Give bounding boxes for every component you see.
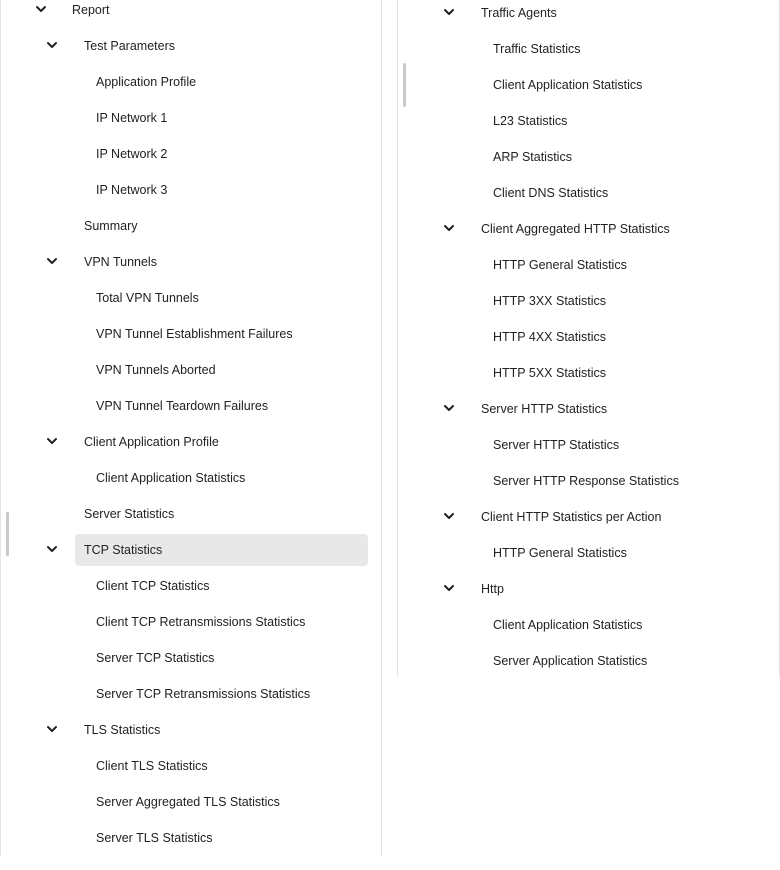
chevron-down-icon[interactable] [443,223,455,233]
tree-item-label: Total VPN Tunnels [96,291,199,305]
report-tree-scrollbar-thumb[interactable] [6,512,9,556]
tree-item-client-application-statistics[interactable] [1,460,381,496]
tree-item-server-tcp-retransmissions-statistics[interactable] [1,676,381,712]
tree-item-server-http-response-statistics[interactable] [398,463,779,499]
tree-item-server-http-statistics[interactable] [398,427,779,463]
tree-item-http-3xx-statistics[interactable] [398,283,779,319]
tree-item-arp-statistics[interactable] [398,139,779,175]
tree-item-label: Server HTTP Statistics [481,402,608,416]
tree-item-label: Server Aggregated TLS Statistics [96,795,280,809]
chevron-down-icon[interactable] [443,511,455,521]
tree-item-highlight [472,573,766,605]
tree-item-vpn-tunnel-establishment-failures[interactable] [1,316,381,352]
tree-item-label: Client TCP Statistics [96,579,210,593]
tree-item-label: IP Network 3 [96,183,168,197]
tree-item-label: IP Network 2 [96,147,168,161]
tree-item-http-4xx-statistics[interactable] [398,319,779,355]
tree-item-server-aggregated-tls-statistics[interactable] [1,784,381,820]
tree-item-label: HTTP 5XX Statistics [493,366,606,380]
tree-item-label: Traffic Statistics [493,42,581,56]
tree-item-client-tcp-statistics[interactable] [1,568,381,604]
tree-item-label: Application Profile [96,75,197,89]
tree-item-client-dns-statistics[interactable] [398,175,779,211]
chevron-down-icon[interactable] [46,724,58,734]
tree-item-label: Client DNS Statistics [493,186,609,200]
tree-item-tls-statistics[interactable] [1,712,381,748]
chevron-down-icon[interactable] [443,7,455,17]
tree-item-label: Server HTTP Statistics [493,438,620,452]
tree-item-ip-network-1[interactable] [1,100,381,136]
chevron-down-icon[interactable] [443,403,455,413]
tree-item-traffic-statistics[interactable] [398,31,779,67]
chevron-down-icon[interactable] [46,544,58,554]
tree-item-label: ARP Statistics [493,150,572,164]
tree-item-label: HTTP General Statistics [493,546,627,560]
tree-item-total-vpn-tunnels[interactable] [1,280,381,316]
tree-item-label: VPN Tunnel Teardown Failures [96,399,269,413]
chevron-down-icon[interactable] [443,583,455,593]
chevron-down-icon[interactable] [46,436,58,446]
tree-item-server-tcp-statistics[interactable] [1,640,381,676]
tree-item-label: Client HTTP Statistics per Action [481,510,662,524]
tree-item-label: Server TLS Statistics [96,831,213,845]
tree-item-label: VPN Tunnels [84,255,157,269]
tree-item-label: Client Application Statistics [493,78,643,92]
tree-item-label: Client Application Statistics [96,471,246,485]
tree-item-label: Traffic Agents [481,6,557,20]
statistics-tree-scrollbar-thumb[interactable] [403,63,406,107]
tree-item-client-application-profile[interactable] [1,424,381,460]
tree-item-summary[interactable] [1,208,381,244]
tree-item-server-tls-statistics[interactable] [1,820,381,856]
tree-item-label: Client TCP Retransmissions Statistics [96,615,306,629]
tree-item-ip-network-3[interactable] [1,172,381,208]
tree-item-http-5xx-statistics[interactable] [398,355,779,391]
tree-item-test-parameters[interactable] [1,28,381,64]
tree-item-tcp-statistics[interactable] [1,532,381,568]
tree-item-label: HTTP 4XX Statistics [493,330,606,344]
tree-item-http-general-statistics[interactable] [398,247,779,283]
tree-item-client-tcp-retransmissions-statistics[interactable] [1,604,381,640]
tree-item-label: Server TCP Statistics [96,651,215,665]
tree-item-label: Summary [84,219,138,233]
tree-item-label: Server HTTP Response Statistics [493,474,679,488]
tree-item-client-aggregated-http-statistics[interactable] [398,211,779,247]
tree-item-label: VPN Tunnels Aborted [96,363,216,377]
tree-item-client-application-statistics[interactable] [398,67,779,103]
tree-item-vpn-tunnels-aborted[interactable] [1,352,381,388]
tree-item-vpn-tunnels[interactable] [1,244,381,280]
tree-item-client-http-statistics-per-action[interactable] [398,499,779,535]
tree-item-label: Client Application Statistics [493,618,643,632]
tree-item-label: Report [72,3,110,17]
tree-item-report[interactable] [1,0,381,28]
tree-item-label: HTTP General Statistics [493,258,627,272]
tree-item-label: TCP Statistics [84,543,163,557]
tree-item-label: HTTP 3XX Statistics [493,294,606,308]
tree-item-server-application-statistics[interactable] [398,643,779,677]
chevron-down-icon[interactable] [46,256,58,266]
tree-item-label: Test Parameters [84,39,176,53]
tree-item-label: Server Application Statistics [493,654,648,668]
tree-item-traffic-agents[interactable] [398,0,779,31]
tree-item-label: Client Application Profile [84,435,219,449]
tree-item-http-general-statistics[interactable] [398,535,779,571]
chevron-down-icon[interactable] [35,4,47,14]
tree-item-server-http-statistics[interactable] [398,391,779,427]
tree-item-label: Client Aggregated HTTP Statistics [481,222,670,236]
tree-item-label: Http [481,582,504,596]
tree-item-http[interactable] [398,571,779,607]
tree-item-ip-network-2[interactable] [1,136,381,172]
tree-item-label: Server TCP Retransmissions Statistics [96,687,311,701]
tree-item-client-tls-statistics[interactable] [1,748,381,784]
statistics-tree-panel [397,0,780,677]
tree-item-vpn-tunnel-teardown-failures[interactable] [1,388,381,424]
tree-item-server-statistics[interactable] [1,496,381,532]
tree-item-label: Server Statistics [84,507,175,521]
tree-item-application-profile[interactable] [1,64,381,100]
tree-item-label: TLS Statistics [84,723,161,737]
tree-item-label: VPN Tunnel Establishment Failures [96,327,293,341]
tree-item-client-application-statistics[interactable] [398,607,779,643]
report-tree-panel [0,0,382,856]
tree-item-label: L23 Statistics [493,114,568,128]
tree-item-label: Client TLS Statistics [96,759,208,773]
tree-item-l23-statistics[interactable] [398,103,779,139]
chevron-down-icon[interactable] [46,40,58,50]
tree-item-label: IP Network 1 [96,111,168,125]
